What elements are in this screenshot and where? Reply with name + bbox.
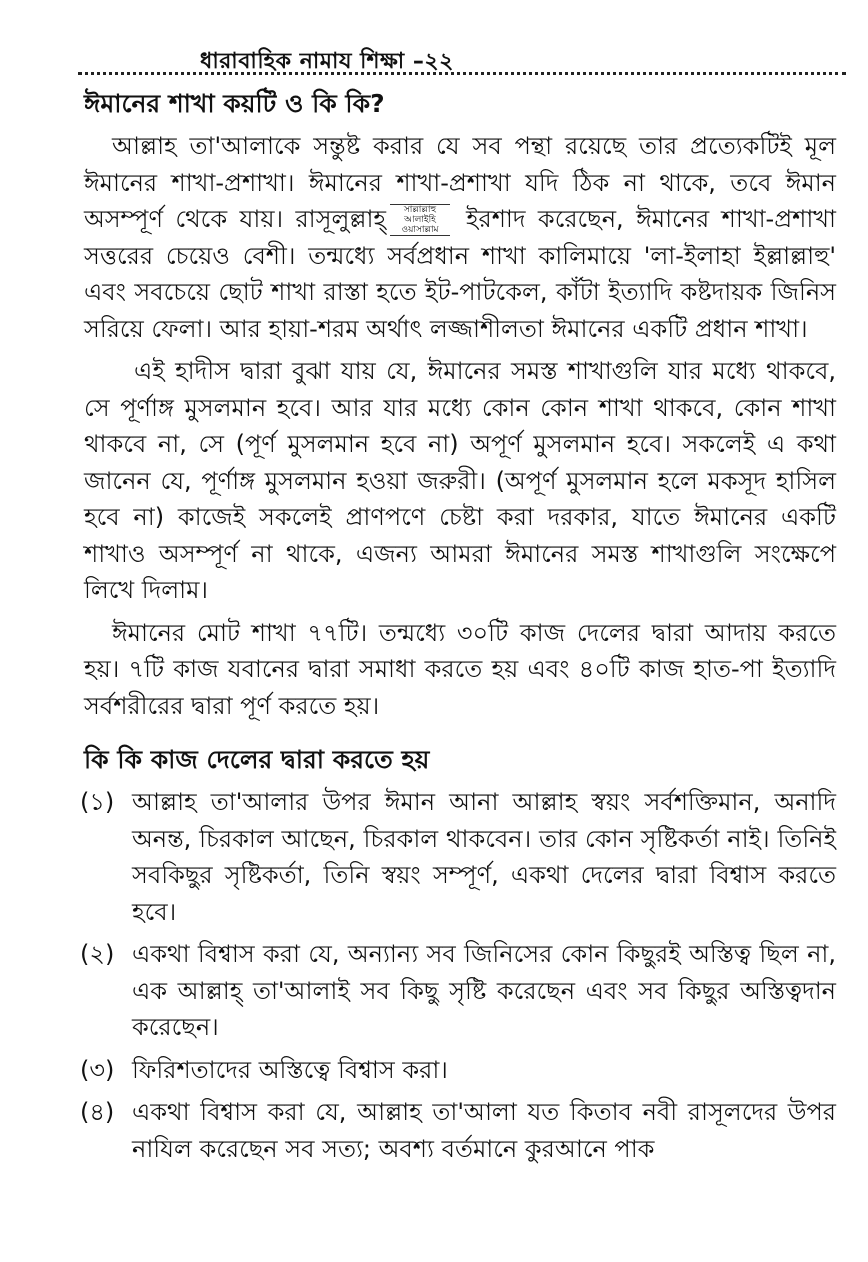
running-header: ধারাবাহিক নামায শিক্ষা –২২ bbox=[200, 49, 454, 74]
list-item bbox=[80, 1052, 836, 1089]
paragraph-2: এই হাদীস দ্বারা বুঝা যায় যে, ঈমানের সমস্ত শাখাগুলি যার মধ্যে থাকবে, সে পূর্ণাঙ্গ মুসলমান হবে। আর যার মধ্যে কোন কোন শাখা থাকবে, কোন শাখা থাকবে না, সে (পূর্ণ মুসলমান হবে না) অপূর্ণ মুসলমান হবে। সকলেই এ কথা জানেন যে, পূর্ণাঙ্গ মুসলমান হওয়া জরুরী। (অপূর্ণ মুসলমান হলে মকসূদ হাসিল হবে না) কাজেই সকলেই প্রাণপণে চেষ্টা করা দরকার, যাতে ঈমানের একটি শাখাও অসম্পূর্ণ না থাকে, এজন্য আমরা ঈমানের সমস্ত শাখাগুলি সংক্ষেপে লিখে দিলাম। bbox=[84, 357, 836, 604]
list-item-number: (৩) bbox=[80, 1055, 115, 1084]
list-item-text: আল্লাহ তা'আলার উপর ঈমান আনা আল্লাহ স্বয়ং সর্বশক্তিমান, অনাদি অনন্ত, চিরকাল আছেন, চিরকাল থাকবেন। তার কোন সৃষ্টিকর্তা নাই। তিনিই সবকিছুর সৃষ্টিকর্তা, তিনি স্বয়ং সম্পূর্ণ, একথা দেলের দ্বারা বিশ্বাস করতে হবে। bbox=[132, 788, 836, 926]
list-item-number: (৪) bbox=[80, 1098, 115, 1126]
salawat-calligraphy: সাল্লাল্লাহু আলাইহি ওয়াসাল্লাম bbox=[390, 204, 450, 236]
list-item-number: (১) bbox=[80, 788, 115, 816]
list-item-text: একথা বিশ্বাস করা যে, আল্লাহ তা'আলা যত কিতাব নবী রাসূলদের উপর নাযিল করেছেন সব সত্য; অবশ্য বর্তমানে কুরআনে পাক bbox=[132, 1098, 836, 1163]
paragraph-1-text-b: ইরশাদ করেছেন, ঈমানের শাখা-প্রশাখা সত্তরের চেয়েও বেশী। তন্মধ্যে সর্বপ্রধান শাখা কালিমায়ে 'লা-ইলাহা ইল্লাল্লাহু' এবং সবচেয়ে ছোট শাখা রাস্তা হতে ইট-পাটকেল, কাঁটা ইত্যাদি কষ্টদায়ক জিনিস সরিয়ে ফেলা। আর হায়া-শরম অর্থাৎ লজ্জাশীলতা ঈমানের একটি প্রধান শাখা। bbox=[84, 205, 836, 343]
paragraph-3: ঈমানের মোট শাখা ৭৭টি। তন্মধ্যে ৩০টি কাজ দেলের দ্বারা আদায় করতে হয়। ৭টি কাজ যবানের দ্বারা সমাধা করতে হয় এবং ৪০টি কাজ হাত-পা ইত্যাদি সর্বশরীরের দ্বারা পূর্ণ করতে হয়। bbox=[84, 618, 836, 720]
list-item-number: (২) bbox=[80, 940, 115, 968]
paragraph-1-text-a: আল্লাহ তা'আলাকে সন্তুষ্ট করার যে সব পন্থা রয়েছে তার প্রত্যেকটিই মূল ঈমানের শাখা-প্রশাখা। ঈমানের শাখা-প্রশাখা যদি ঠিক না থাকে, তবে ঈমান অসম্পূর্ণ থেকে যায়। রাসূলুল্লাহ্ bbox=[84, 132, 836, 233]
list-item-text: ফিরিশতাদের অস্তিত্বে বিশ্বাস করা। bbox=[132, 1055, 448, 1084]
list-item bbox=[80, 784, 836, 930]
list-item-text: একথা বিশ্বাস করা যে, অন্যান্য সব জিনিসের কোন কিছুরই অস্তিত্ব ছিল না, এক আল্লাহ্ তা'আলাই সব কিছু সৃষ্টি করেছেন এবং সব কিছুর অস্তিত্বদান করেছেন। bbox=[132, 940, 836, 1041]
page-content bbox=[80, 86, 836, 1173]
section-heading-branches-of-iman: ঈমানের শাখা কয়টি ও কি কি? bbox=[84, 89, 385, 118]
section-heading-heart-deeds: কি কি কাজ দেলের দ্বারা করতে হয় bbox=[84, 745, 430, 774]
list-item bbox=[80, 1094, 836, 1167]
header-dotted-rule bbox=[78, 72, 846, 75]
paragraph-1 bbox=[84, 128, 836, 347]
list-item bbox=[80, 936, 836, 1046]
